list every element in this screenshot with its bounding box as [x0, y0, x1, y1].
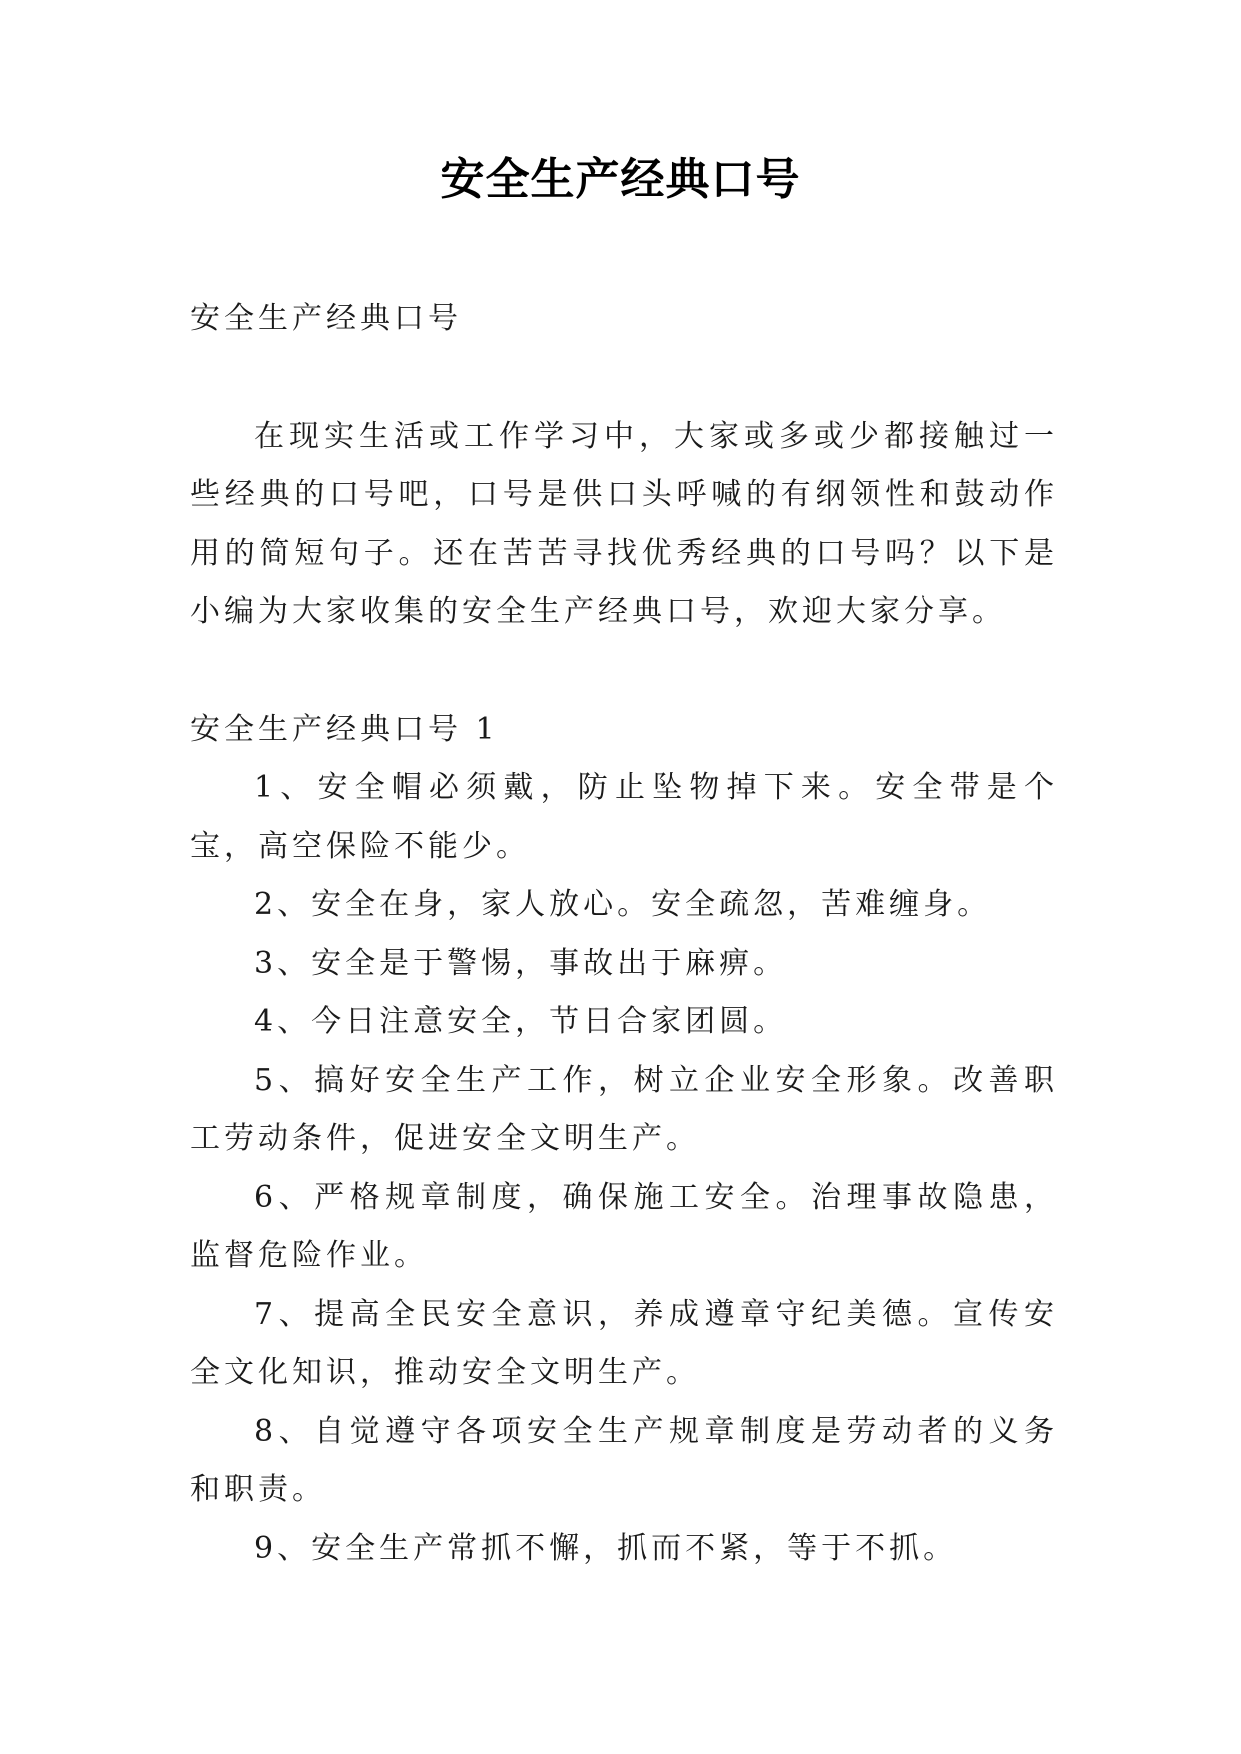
section-heading: 安全生产经典口号 1 [190, 711, 499, 747]
document-title: 安全生产经典口号 [440, 154, 801, 205]
slogan-item-6: 6、严格规章制度，确保施工安全。治理事故隐患，监督危险作业。 [190, 1179, 1058, 1273]
slogan-item-9: 9、安全生产常抓不懈，抓而不紧，等于不抓。 [254, 1530, 958, 1566]
slogan-item-5: 5、搞好安全生产工作，树立企业安全形象。改善职工劳动条件，促进安全文明生产。 [190, 1062, 1058, 1156]
slogan-item-3: 3、安全是于警惕，事故出于麻痹。 [254, 945, 788, 981]
document-subtitle: 安全生产经典口号 [190, 301, 462, 336]
slogan-item-7: 7、提高全民安全意识，养成遵章守纪美德。宣传安全文化知识，推动安全文明生产。 [190, 1296, 1058, 1390]
slogan-item-8: 8、自觉遵守各项安全生产规章制度是劳动者的义务和职责。 [190, 1413, 1058, 1507]
slogan-item-2: 2、安全在身，家人放心。安全疏忽，苦难缠身。 [254, 887, 992, 922]
slogan-item-1: 1、安全帽必须戴，防止坠物掉下来。安全带是个宝，高空保险不能少。 [190, 770, 1058, 864]
slogan-item-4: 4、今日注意安全，节日合家团圆。 [254, 1004, 788, 1039]
intro-paragraph: 在现实生活或工作学习中，大家或多或少都接触过一些经典的口号吧，口号是供口头呼喊的有纲领性和鼓动作用的简短句子。还在苦苦寻找优秀经典的口号吗？以下是小编为大家收集的安全生产经典口号，欢迎大家分享。 [190, 418, 1058, 629]
document-body [190, 290, 1058, 1578]
